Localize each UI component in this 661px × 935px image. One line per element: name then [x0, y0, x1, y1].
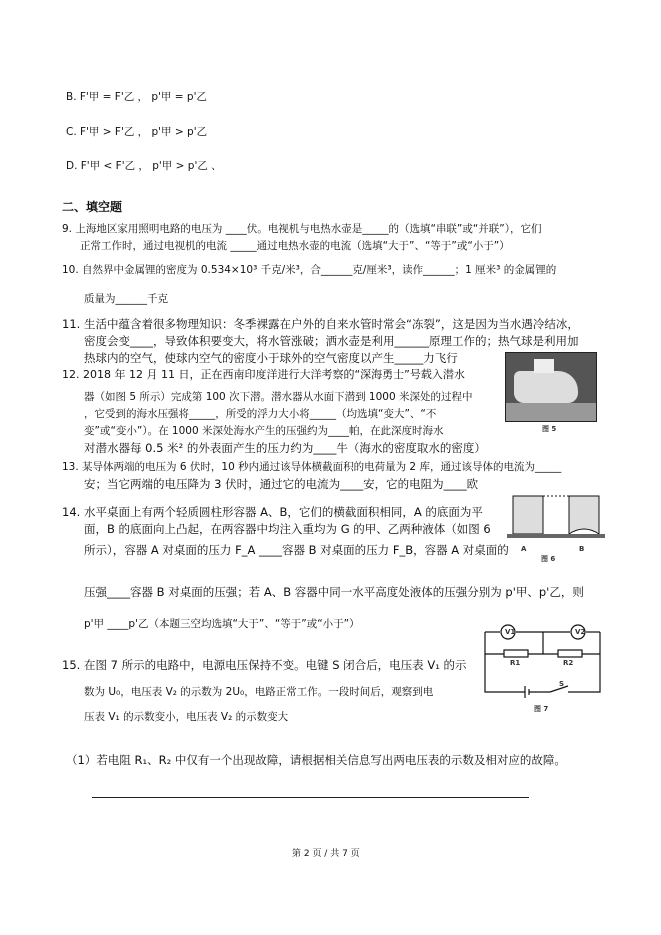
q14-line-5: p'甲 ____p'乙（本题三空均选填“大于”、“等于”或“小于”）: [84, 618, 360, 630]
q15-line-1: 15. 在图 7 所示的电路中，电源电压保持不变。电键 S 闭合后，电压表 V₁ 的示: [62, 658, 467, 672]
q12-line-5: 对潜水器每 0.5 米² 的外表面产生的压力约为____牛（海水的密度取水的密度）: [84, 441, 486, 455]
option-d: D. F'甲 < F'乙 ， p'甲 > p'乙 、: [66, 160, 222, 172]
figure-6-containers: [507, 488, 605, 542]
q14-line-3: 所示），容器 A 对桌面的压力 F_A ____容器 B 对桌面的压力 F_B，容器 A 对桌面的: [84, 543, 509, 557]
q12-line-2: 器（如图 5 所示）完成第 100 次下潜。潜水器从水面下潜到 1000 米深处的过程中: [84, 391, 473, 403]
q14-line-1: 14. 水平桌面上有两个轻质圆柱形容器 A、B，它们的横截面积相同，A 的底面为平: [62, 505, 483, 519]
q10-line-1: 10. 自然界中金属锂的密度为 0.534×10³ 千克/米³，合______克/厘米³，读作______；1 厘米³ 的金属锂的: [62, 264, 557, 276]
q9-line-2: 正常工作时，通过电视机的电流 _____通过电热水壶的电流（选填“大于”、“等于”或“小于”）: [80, 240, 510, 252]
figure-7-caption: 图 7: [534, 705, 549, 713]
figure-7-r1-label: R1: [510, 659, 521, 667]
q12-line-3: ，它受到的海水压强将_____，所受的浮力大小将_____（均选填“变大”、“不: [84, 408, 437, 420]
q11-line-3: 热球内的空气，使球内空气的密度小于球外的空气密度以产生_____力飞行: [84, 351, 458, 365]
figure-7-v2-label: V2: [575, 628, 586, 636]
q9-line-1: 9. 上海地区家用照明电路的电压为 ____伏。电视机与电热水壶是_____的（选填“串联”或“并联”），它们: [62, 223, 542, 235]
figure-7-r2-label: R2: [563, 659, 574, 667]
figure-7-v1-label: V1: [505, 628, 516, 636]
figure-5-submersible-photo: [505, 352, 597, 422]
q10-line-2: 质量为______千克: [84, 293, 168, 305]
q14-line-4: 压强____容器 B 对桌面的压强；若 A、B 容器中同一水平高度处液体的压强分别为 p'甲、p'乙，则: [84, 585, 584, 599]
q14-line-2: 面，B 的底面向上凸起，在两容器中均注入重均为 G 的甲、乙两种液体（如图 6: [84, 522, 491, 536]
section-heading: 二、填空题: [62, 200, 123, 214]
page-footer: 第 2 页 / 共 7 页: [292, 849, 360, 859]
q15-line-3: 压表 V₁ 的示数变小，电压表 V₂ 的示数变大: [84, 711, 289, 723]
q11-line-1: 11. 生活中蕴含着很多物理知识：冬季裸露在户外的自来水管时常会“冻裂”，这是因为当水遇冷结冰，: [62, 317, 579, 331]
figure-7-circuit: [480, 622, 605, 702]
figure-5-caption: 图 5: [542, 425, 557, 433]
answer-line: [92, 797, 529, 798]
figure-6-label-b: B: [579, 545, 585, 553]
figure-7-s-label: S: [559, 680, 565, 688]
q13-line-2: 安；当它两端的电压降为 3 伏时，通过它的电流为____安，它的电阻为____欧: [84, 477, 479, 491]
figure-6-caption: 图 6: [541, 555, 556, 563]
figure-6-label-a: A: [521, 545, 527, 553]
q15-sub-question-1: （1）若电阻 R₁、R₂ 中仅有一个出现故障，请根据相关信息写出两电压表的示数及相对应的故障。: [66, 753, 566, 767]
q15-line-2: 数为 U₀，电压表 V₂ 的示数为 2U₀，电路正常工作。一段时间后，观察到电: [84, 686, 434, 698]
q11-line-2: 密度会变____，导致体积要变大，将水管涨破；洒水壶是利用______原理工作的；热气球是利用加: [84, 334, 579, 348]
option-c: C. F'甲 > F'乙 ， p'甲 > p'乙: [66, 126, 208, 138]
q12-line-1: 12. 2018 年 12 月 11 日，正在西南印度洋进行大洋考察的“深海勇士”号载入潜水: [62, 368, 465, 381]
q13-line-1: 13. 某导体两端的电压为 6 伏时，10 秒内通过该导体横截面积的电荷量为 2 库，通过该导体的电流为_____: [62, 461, 562, 473]
option-b: B. F'甲 = F'乙 ， p'甲 = p'乙: [66, 91, 207, 103]
q12-line-4: 变”或“变小”）。在 1000 米深处海水产生的压强约为____帕，在此深度时海水: [84, 425, 444, 437]
